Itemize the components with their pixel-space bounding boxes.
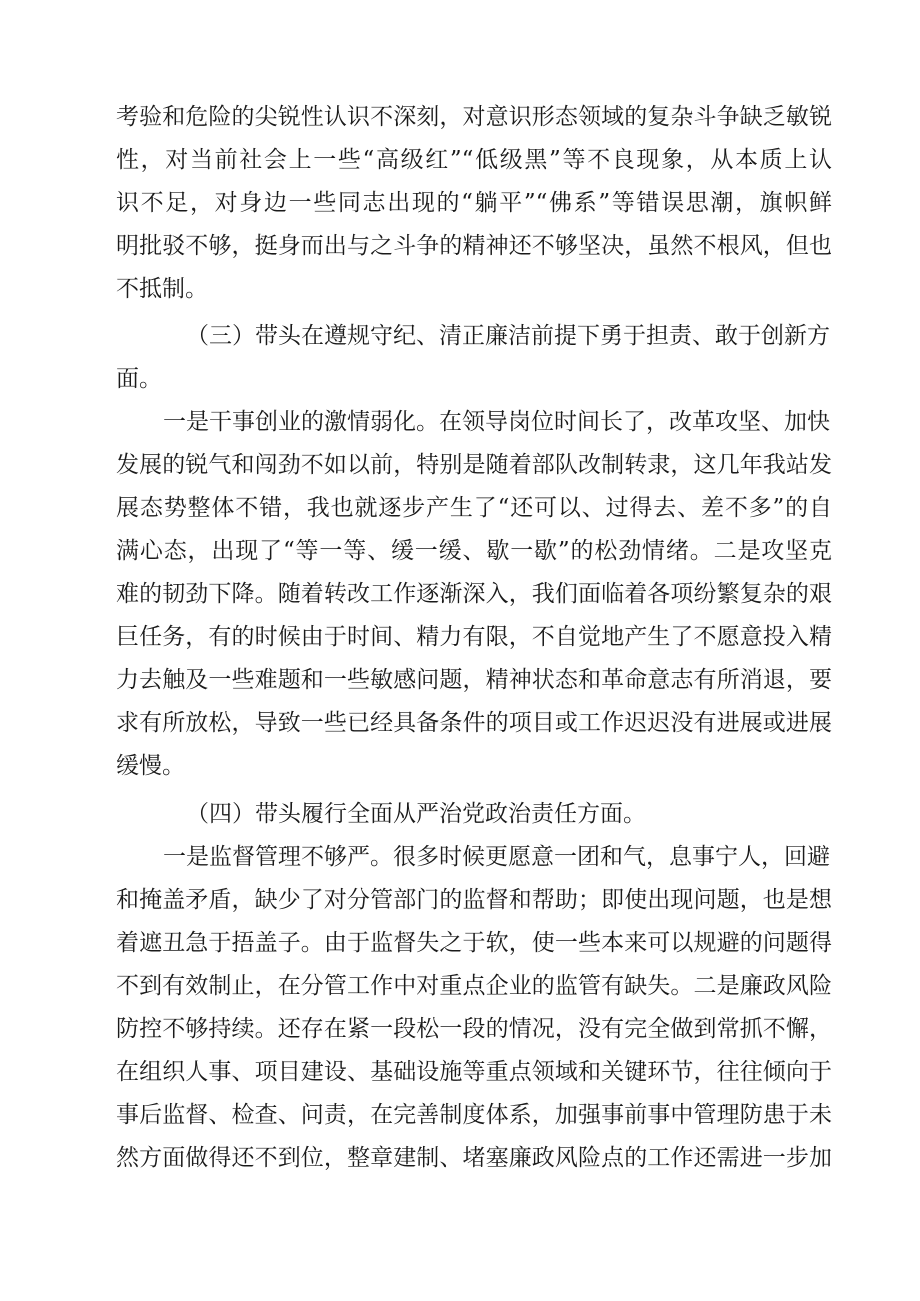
paragraph-line: 巨任务，有的时候由于时间、精力有限，不自觉地产生了不愿意投入精 [116,624,832,650]
paragraph-line: 在组织人事、项目建设、基础设施等重点领域和关键环节，往往倾向于 [116,1059,832,1085]
paragraph-line: 一是监督管理不够严。很多时候更愿意一团和气，息事宁人，回避 [163,844,830,870]
paragraph-line: 展态势整体不错，我也就逐步产生了“还可以、过得去、差不多”的自 [116,495,832,521]
paragraph-line: 识不足，对身边一些同志出现的“躺平”“佛系”等错误思潮，旗帜鲜 [116,190,832,216]
paragraph-line: 不到有效制止，在分管工作中对重点企业的监管有缺失。二是廉政风险 [116,973,832,999]
paragraph-line: 着遮丑急于捂盖子。由于监督失之于软，使一些本来可以规避的问题得 [116,930,832,956]
paragraph-line: 事后监督、检查、问责，在完善制度体系，加强事前事中管理防患于未 [116,1102,832,1128]
paragraph-line: 和掩盖矛盾，缺少了对分管部门的监督和帮助；即使出现问题，也是想 [116,887,832,913]
paragraph-line: 性，对当前社会上一些“高级红”“低级黑”等不良现象，从本质上认 [116,147,832,173]
section-heading-continued: 面。 [116,366,162,392]
paragraph-line: 明批驳不够，挺身而出与之斗争的精神还不够坚决，虽然不根风，但也 [116,233,832,259]
paragraph-line: 缓慢。 [116,753,185,779]
paragraph-line: 不抵制。 [116,276,208,302]
section-heading: （三）带头在遵规守纪、清正廉洁前提下勇于担责、敢于创新方 [186,323,830,349]
paragraph-line: 求有所放松，导致一些已经具备条件的项目或工作迟迟没有进展或进展 [116,710,832,736]
paragraph-line: 防控不够持续。还存在紧一段松一段的情况，没有完全做到常抓不懈， [116,1016,832,1042]
paragraph-line: 发展的锐气和闯劲不如以前，特别是随着部队改制转隶，这几年我站发 [116,452,832,478]
paragraph-line: 满心态，出现了“等一等、缓一缓、歇一歇”的松劲情绪。二是攻坚克 [116,538,832,564]
paragraph-line: 考验和危险的尖锐性认识不深刻，对意识形态领域的复杂斗争缺乏敏锐 [116,104,832,130]
paragraph-line: 然方面做得还不到位，整章建制、堵塞廉政风险点的工作还需进一步加 [116,1145,832,1171]
paragraph-line: 难的韧劲下降。随着转改工作逐渐深入，我们面临着各项纷繁复杂的艰 [116,581,832,607]
paragraph-line: 一是干事创业的激情弱化。在领导岗位时间长了，改革攻坚、加快 [163,409,830,435]
paragraph-line: 力去触及一些难题和一些敏感问题，精神状态和革命意志有所消退，要 [116,667,832,693]
section-heading: （四）带头履行全面从严治党政治责任方面。 [186,801,646,827]
